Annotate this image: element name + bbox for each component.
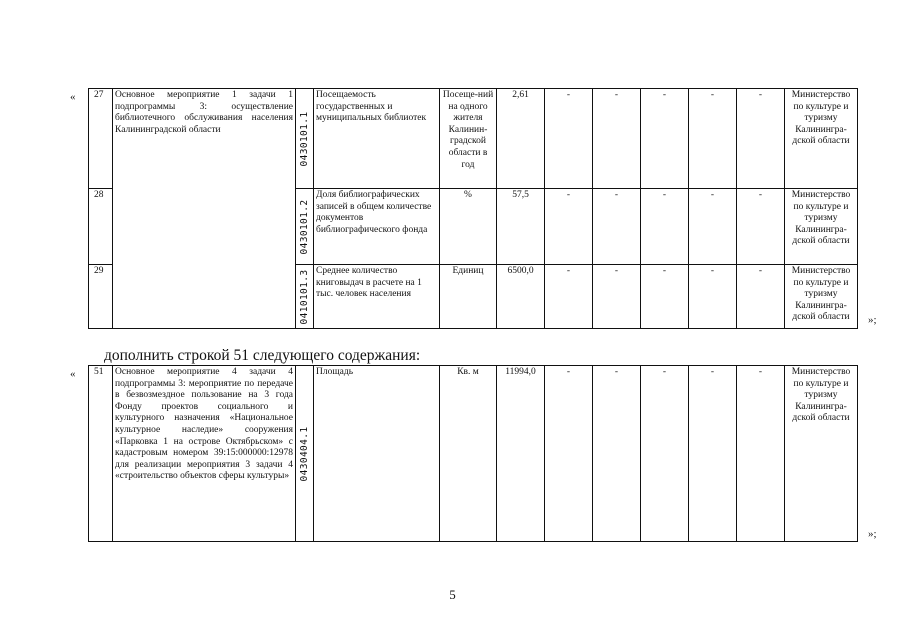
table-row bbox=[89, 366, 858, 542]
code-vertical: 0430404.1 bbox=[298, 425, 310, 482]
dash-cell: - bbox=[545, 89, 593, 189]
dash-cell: - bbox=[689, 189, 737, 265]
code-cell bbox=[296, 366, 314, 542]
unit-cell: Единиц bbox=[440, 265, 497, 329]
amendment-heading: дополнить строкой 51 следующего содержания: bbox=[104, 347, 421, 364]
dash-cell: - bbox=[641, 189, 689, 265]
dash-cell: - bbox=[737, 189, 785, 265]
row-number: 51 bbox=[89, 366, 113, 542]
code-cell bbox=[296, 89, 314, 189]
table-row bbox=[89, 89, 858, 189]
page-number: 5 bbox=[449, 587, 456, 602]
value-cell: 2,61 bbox=[497, 89, 545, 189]
dash-cell: - bbox=[593, 189, 641, 265]
activity-name: Основное мероприятие 4 задачи 4 подпрограммы 3: мероприятие по передаче в безвозмездное пользование на 3 года Фонду проектов социального и культурного назначения «Национальное культурное наследие» сооружения «Парковка 1 на острове Октябрьском» с кадастровым номером 39:15:000000:12978 для реализации мероприятия 3 задачи 4 «строительство объектов сферы культуры» bbox=[113, 366, 296, 542]
responsible-org: Министерство по культуре и туризму Калинингра-дской области bbox=[785, 89, 858, 189]
indicator-name: Доля библиографических записей в общем количестве документов библиографического фонда bbox=[314, 189, 440, 265]
close-quote-1: »; bbox=[868, 314, 877, 326]
dash-cell: - bbox=[593, 89, 641, 189]
dash-cell: - bbox=[641, 366, 689, 542]
indicators-table-1 bbox=[88, 88, 858, 329]
row-number: 28 bbox=[89, 189, 113, 265]
code-vertical: 0430101.2 bbox=[298, 198, 310, 255]
row-number: 29 bbox=[89, 265, 113, 329]
dash-cell: - bbox=[545, 189, 593, 265]
unit-cell: Посеще-ний на одного жителя Калинин-градской области в год bbox=[440, 89, 497, 189]
responsible-org: Министерство по культуре и туризму Калинингра-дской области bbox=[785, 265, 858, 329]
dash-cell: - bbox=[545, 265, 593, 329]
indicator-name: Посещаемость государственных и муниципальных библиотек bbox=[314, 89, 440, 189]
responsible-org: Министерство по культуре и туризму Калинингра-дской области bbox=[785, 189, 858, 265]
code-vertical: 0410101.3 bbox=[298, 268, 310, 325]
responsible-org: Министерство по культуре и туризму Калинингра-дской области bbox=[785, 366, 858, 542]
value-cell: 57,5 bbox=[497, 189, 545, 265]
dash-cell: - bbox=[689, 366, 737, 542]
code-vertical: 0430101.1 bbox=[298, 110, 310, 167]
dash-cell: - bbox=[545, 366, 593, 542]
dash-cell: - bbox=[737, 366, 785, 542]
activity-name: Основное мероприятие 1 задачи 1 подпрограммы 3: осуществление библиотечного обслуживания населения Калининградской области bbox=[113, 89, 296, 329]
open-quote-1: « bbox=[70, 91, 76, 103]
dash-cell: - bbox=[641, 89, 689, 189]
dash-cell: - bbox=[593, 265, 641, 329]
value-cell: 6500,0 bbox=[497, 265, 545, 329]
dash-cell: - bbox=[689, 265, 737, 329]
close-quote-2: »; bbox=[868, 528, 877, 540]
dash-cell: - bbox=[593, 366, 641, 542]
unit-cell: % bbox=[440, 189, 497, 265]
row-number: 27 bbox=[89, 89, 113, 189]
indicator-name: Площадь bbox=[314, 366, 440, 542]
dash-cell: - bbox=[641, 265, 689, 329]
open-quote-2: « bbox=[70, 368, 76, 380]
indicators-table-2 bbox=[88, 365, 858, 542]
unit-cell: Кв. м bbox=[440, 366, 497, 542]
dash-cell: - bbox=[689, 89, 737, 189]
indicator-name: Среднее количество книговыдач в расчете на 1 тыс. человек населения bbox=[314, 265, 440, 329]
code-cell bbox=[296, 265, 314, 329]
dash-cell: - bbox=[737, 89, 785, 189]
code-cell bbox=[296, 189, 314, 265]
value-cell: 11994,0 bbox=[497, 366, 545, 542]
dash-cell: - bbox=[737, 265, 785, 329]
